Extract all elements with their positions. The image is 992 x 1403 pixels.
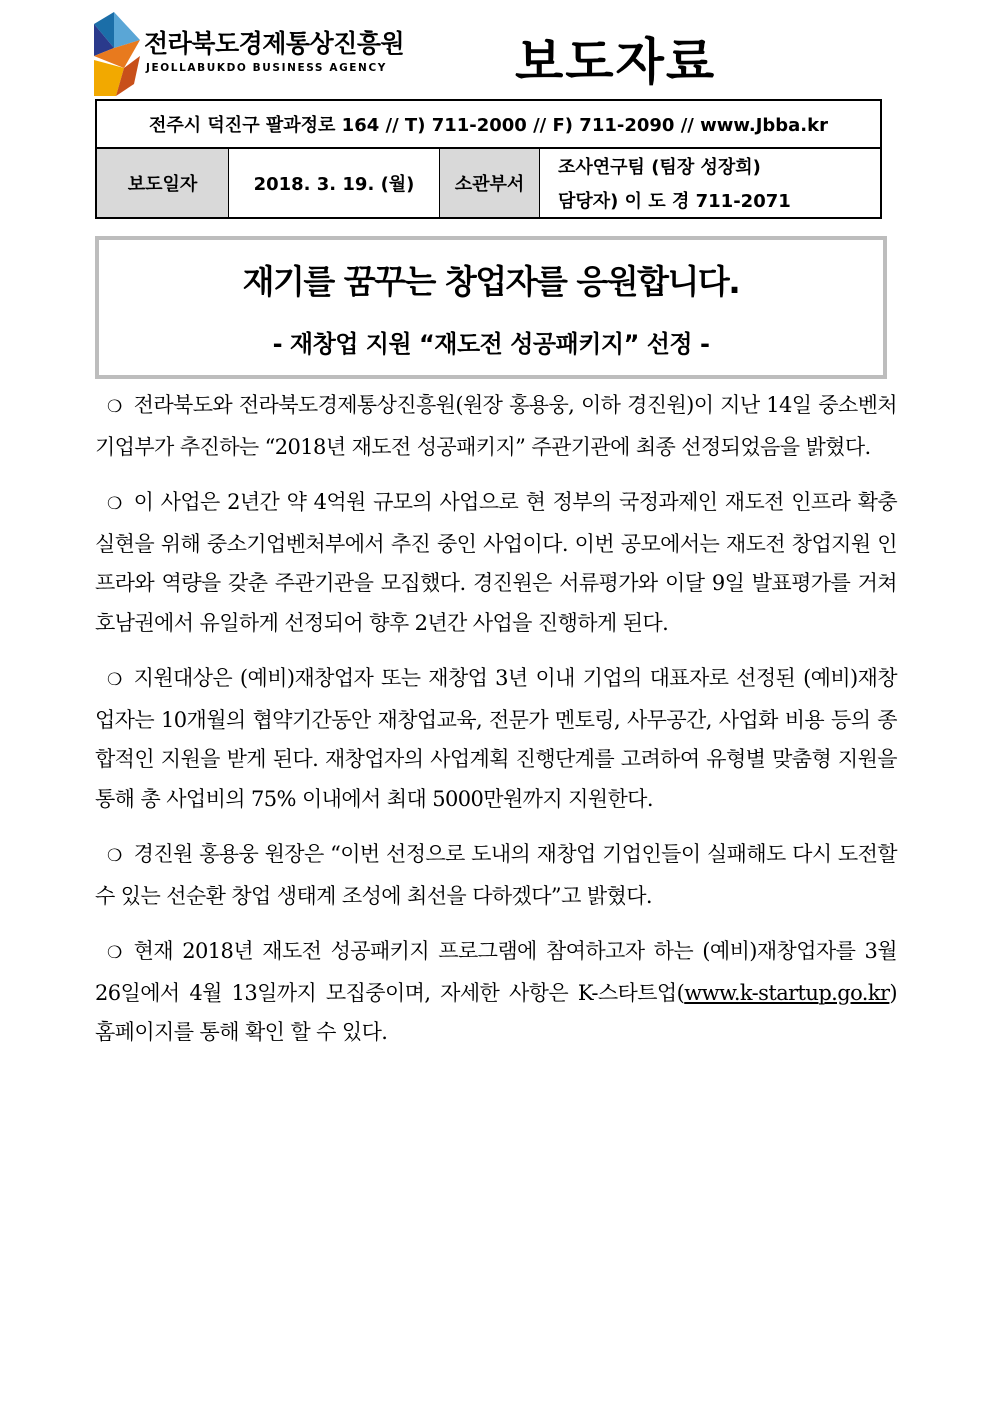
article-body <box>95 386 897 1069</box>
agency-name-english: JEOLLABUKDO BUSINESS AGENCY <box>146 62 387 74</box>
press-info-table <box>95 99 882 219</box>
paragraph <box>95 932 897 1053</box>
document-type-title: 보도자료 <box>515 33 717 91</box>
paragraph <box>95 835 897 916</box>
bullet-icon: ❍ <box>107 670 122 690</box>
paragraph <box>95 483 897 643</box>
headline: 재기를 꿈꾸는 창업자를 응원합니다. <box>242 262 740 301</box>
bullet-icon: ❍ <box>107 494 122 514</box>
release-info-row <box>97 149 880 217</box>
paragraph-text: 지원대상은 (예비)재창업자 또는 재창업 3년 이내 기업의 대표자로 선정된 (예비)재창업자는 10개월의 협약기간동안 재창업교육, 전문가 멘토링, 사무공간, 사업화 비용 등의 종합적인 지원을 받게 된다. 재창업자의 사업계획 진행단계를 고려하여 유형별 맞춤형 지원을 통해 총 사업비의 75% 이내에서 최대 5000만원까지 지원한다. <box>95 666 897 811</box>
department-contact: 담당자) 이 도 경 711-2071 <box>558 191 791 212</box>
paragraph-text: 경진원 홍용웅 원장은 “이번 선정으로 도내의 재창업 기업인들이 실패해도 다시 도전할 수 있는 선순환 창업 생태계 조성에 최선을 다하겠다”고 밝혔다. <box>95 842 897 908</box>
bullet-icon: ❍ <box>107 397 122 417</box>
paragraph <box>95 659 897 819</box>
paragraph-text: 전라북도와 전라북도경제통상진흥원(원장 홍용웅, 이하 경진원)이 지난 14일 중소벤처기업부가 추진하는 “2018년 재도전 성공패키지” 주관기관에 최종 선정되었음을 밝혔다. <box>95 393 897 459</box>
bullet-icon: ❍ <box>107 943 122 963</box>
contact-line: 전주시 덕진구 팔과정로 164 // T) 711-2000 // F) 711-2090 // www.Jbba.kr <box>97 101 880 149</box>
department-info <box>540 149 880 217</box>
paragraph-text: 이 사업은 2년간 약 4억원 규모의 사업으로 현 정부의 국정과제인 재도전 인프라 확충 실현을 위해 중소기업벤처부에서 추진 중인 사업이다. 이번 공모에서는 재도전 창업지원 인프라와 역량을 갖춘 주관기관을 모집했다. 경진원은 서류평가와 이달 9일 발표평가를 거쳐 호남권에서 유일하게 선정되어 향후 2년간 사업을 진행하게 된다. <box>95 490 897 635</box>
agency-name: 전라북도경제통상진흥원 <box>144 29 405 58</box>
paragraph-text: 현재 2018년 재도전 성공패키지 프로그램에 참여하고자 하는 (예비)재창업자를 3월 26일에서 4월 13일까지 모집중이며, 자세한 사항은 K-스타트업( <box>95 939 897 1005</box>
paragraph <box>95 386 897 467</box>
bullet-icon: ❍ <box>107 846 122 866</box>
release-date-label: 보도일자 <box>97 149 229 217</box>
headline-box <box>95 236 887 379</box>
department-label: 소관부서 <box>440 149 540 217</box>
subheadline: - 재창업 지원 “재도전 성공패키지” 선정 - <box>272 330 710 358</box>
release-date-value: 2018. 3. 19. (월) <box>229 149 440 217</box>
k-startup-link[interactable]: www.k-startup.go.kr <box>684 980 890 1005</box>
logo-mark-icon <box>94 12 140 96</box>
paragraph-text: ) 홈페이지를 통해 확인 할 수 있다. <box>95 980 897 1044</box>
department-team: 조사연구팀 (팀장 성장희) <box>558 157 761 178</box>
